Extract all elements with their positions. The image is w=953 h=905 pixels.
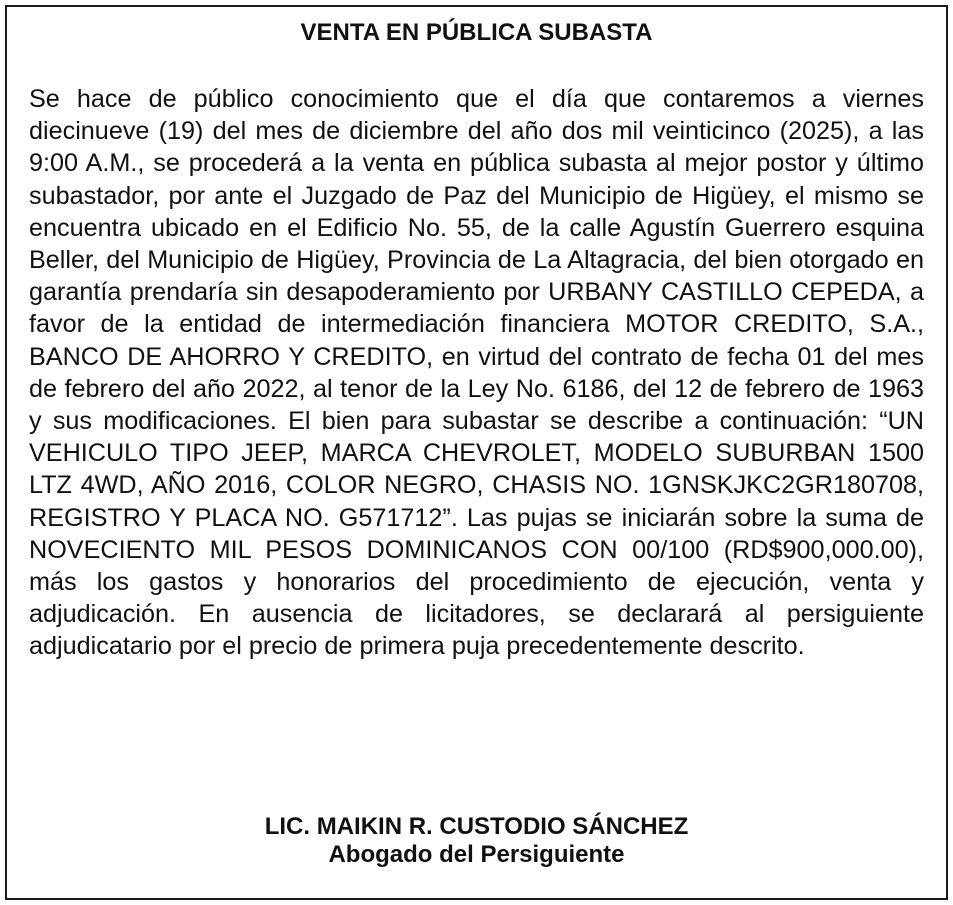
- notice-body: Se hace de público conocimiento que el día que contaremos a viernes diecinueve (19) del mes de diciembre del año dos mil veinticinco (2025), a las 9:00 A.M., se procederá a la venta en pública subasta al mejor postor y último subastador, por ante el Juzgado de Paz del Municipio de Higüey, el mismo se encuentra ubicado en el Edificio No. 55, de la calle Agustín Guerrero esquina Beller, del Municipio de Higüey, Provincia de La Altagracia, del bien otorgado en garantía prendaría sin desapoderamiento por URBANY CASTILLO CEPEDA, a favor de la entidad de intermediación financiera MOTOR CREDITO, S.A., BANCO DE AHORRO Y CREDITO, en virtud del contrato de fecha 01 del mes de febrero del año 2022, al tenor de la Ley No. 6186, del 12 de febrero de 1963 y sus modificaciones. El bien para subastar se describe a continuación: “UN VEHICULO TIPO JEEP, MARCA CHEVROLET, MODELO SUBURBAN 1500 LTZ 4WD, AÑO 2016, COLOR NEGRO, CHASIS NO. 1GNSKJKC2GR180708, REGISTRO Y PLACA NO. G571712”. Las pujas se iniciarán sobre la suma de NOVECIENTO MIL PESOS DOMINICANOS CON 00/100 (RD$900,000.00), más los gastos y honorarios del procedimiento de ejecución, venta y adjudicación. En ausencia de licitadores, se declarará al persiguiente adjudicatario por el precio de primera puja precedentemente descrito.: [29, 85, 924, 661]
- auction-notice: [5, 5, 948, 900]
- signature-role: Abogado del Persiguiente: [328, 841, 625, 868]
- signature-name: LIC. MAIKIN R. CUSTODIO SÁNCHEZ: [264, 813, 689, 840]
- notice-title: VENTA EN PÚBLICA SUBASTA: [300, 19, 653, 46]
